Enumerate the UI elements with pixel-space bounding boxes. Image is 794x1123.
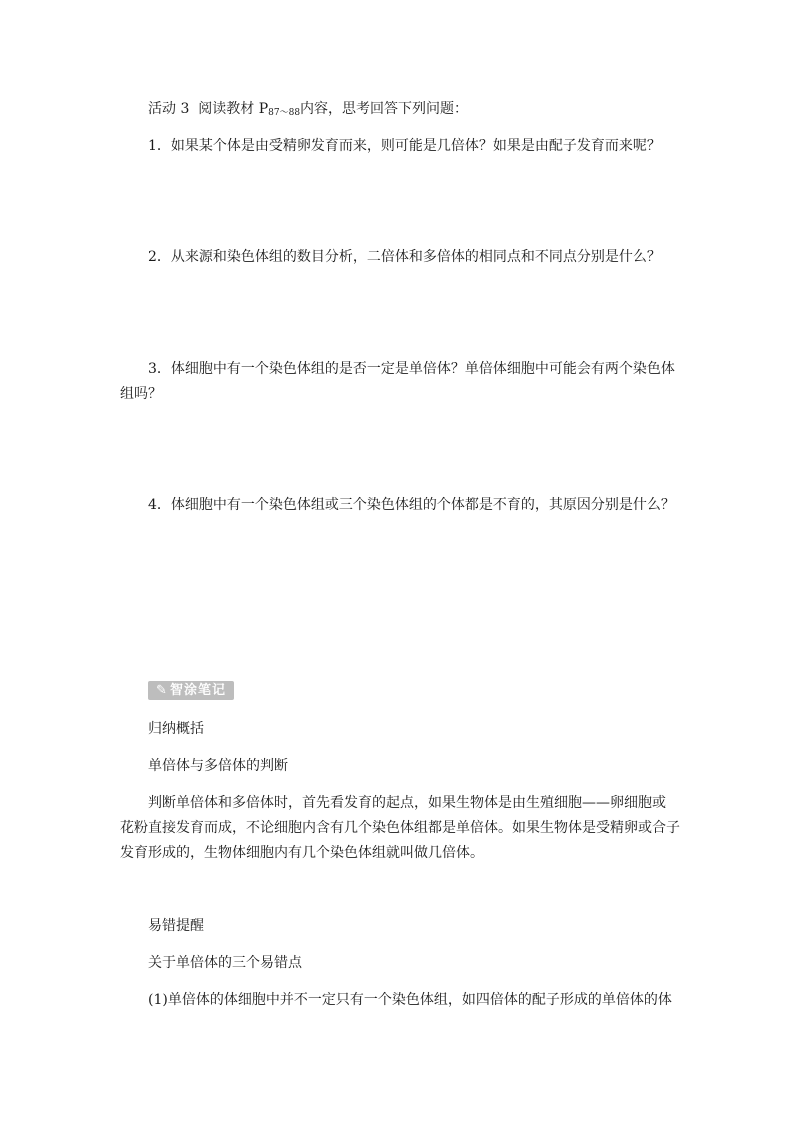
summary-subheading: 单倍体与多倍体的判断 (148, 758, 288, 774)
summary-line-1: 判断单倍体和多倍体时，首先看发育的起点，如果生物体是由生殖细胞——卵细胞或 (148, 795, 666, 811)
summary-heading: 归纳概括 (148, 721, 204, 737)
reminder-subheading: 关于单倍体的三个易错点 (148, 955, 302, 971)
summary-line-3: 发育形成的，生物体细胞内有几个染色体组就叫做几倍体。 (120, 845, 484, 861)
reminder-heading: 易错提醒 (148, 918, 204, 934)
question-3: 3．体细胞中有一个染色体组的是否一定是单倍体？单倍体细胞中可能会有两个染色体 (148, 361, 675, 377)
notes-badge (148, 681, 234, 700)
reminder-line-1: (1)单倍体的体细胞中并不一定只有一个染色体组，如四倍体的配子形成的单倍体的体 (148, 992, 672, 1008)
question-4: 4．体细胞中有一个染色体组或三个染色体组的个体都是不育的，其原因分别是什么？ (148, 497, 675, 513)
notes-badge-label: 智涂笔记 (169, 683, 226, 698)
pencil-icon: ✎ (156, 683, 168, 698)
question-3-cont: 组吗？ (120, 386, 162, 402)
question-1: 1．如果某个体是由受精卵发育而来，则可能是几倍体？如果是由配子发育而来呢？ (148, 138, 661, 154)
activity-text-after: 内容，思考回答下列问题： (300, 101, 469, 117)
activity-text-before: 阅读教材 P (198, 101, 269, 117)
activity-page-range: 87～88 (268, 108, 301, 118)
question-2: 2．从来源和染色体组的数目分析，二倍体和多倍体的相同点和不同点分别是什么？ (148, 249, 661, 265)
activity-label: 活动 3 (148, 101, 190, 117)
summary-line-2: 花粉直接发育而成，不论细胞内含有几个染色体组都是单倍体。如果生物体是受精卵或合子 (120, 820, 680, 836)
activity-line (148, 99, 468, 119)
